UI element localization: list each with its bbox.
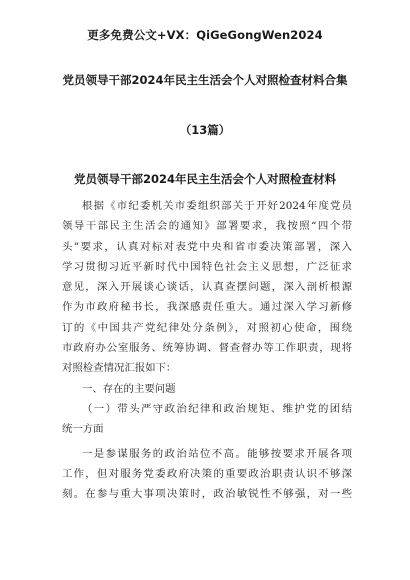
paragraph-line: 根据《市纪委机关市委组织部关于开好2024年度党员 <box>82 200 352 212</box>
collection-title: 党员领导干部2024年民主生活会个人对照检查材料合集 <box>62 73 348 87</box>
subsection-heading <box>62 399 352 440</box>
paragraph-line: 工作，但对服务党委政府决策的重要政治职责认识不够深 <box>62 467 352 480</box>
paragraph-line: 市政府办公室服务、统筹协调、督查督办等工作职责，现将 <box>62 342 352 355</box>
paragraph-line: 作为市政府秘书长，我深感责任重大。通过深入学习新修 <box>62 301 352 314</box>
paragraph-line: 对照检查情况汇报如下： <box>62 362 177 375</box>
paragraph-line: 领导干部民主生活会的通知》部署要求，我按照“四个带 <box>62 220 352 233</box>
paragraph-line: 学习贯彻习近平新时代中国特色社会主义思想，广泛征求 <box>62 260 352 273</box>
paragraph-line: 头”要求，认真对标对表党中央和省市委决策部署，深入 <box>62 240 352 253</box>
subsection-line: 统一方面 <box>62 423 104 436</box>
subsection-line: （一）带头严守政治纪律和政治规矩、维护党的团结 <box>82 402 352 415</box>
paragraph-line: 刻。在参与重大事项决策时，政治敏锐性不够强，对一些 <box>62 488 352 501</box>
section-heading: 一、存在的主要问题 <box>82 382 176 395</box>
document-body <box>62 196 352 504</box>
intro-paragraph <box>62 196 352 379</box>
paragraph-line: 意见，深入开展谈心谈话，认真查摆问题，深入剖析根源 <box>62 281 352 294</box>
watermark-header: 更多免费公文+VX：QiGeGongWen2024 <box>87 28 323 42</box>
point-paragraph <box>62 444 352 505</box>
piece-count: （13篇） <box>179 123 231 137</box>
paragraph-line: 一是参谋服务的政治站位不高。能够按要求开展各项 <box>82 447 352 460</box>
document-title: 党员领导干部2024年民主生活会个人对照检查材料 <box>73 172 336 186</box>
paragraph-line: 订的《中国共产党纪律处分条例》，对照初心使命，围绕 <box>62 321 352 334</box>
